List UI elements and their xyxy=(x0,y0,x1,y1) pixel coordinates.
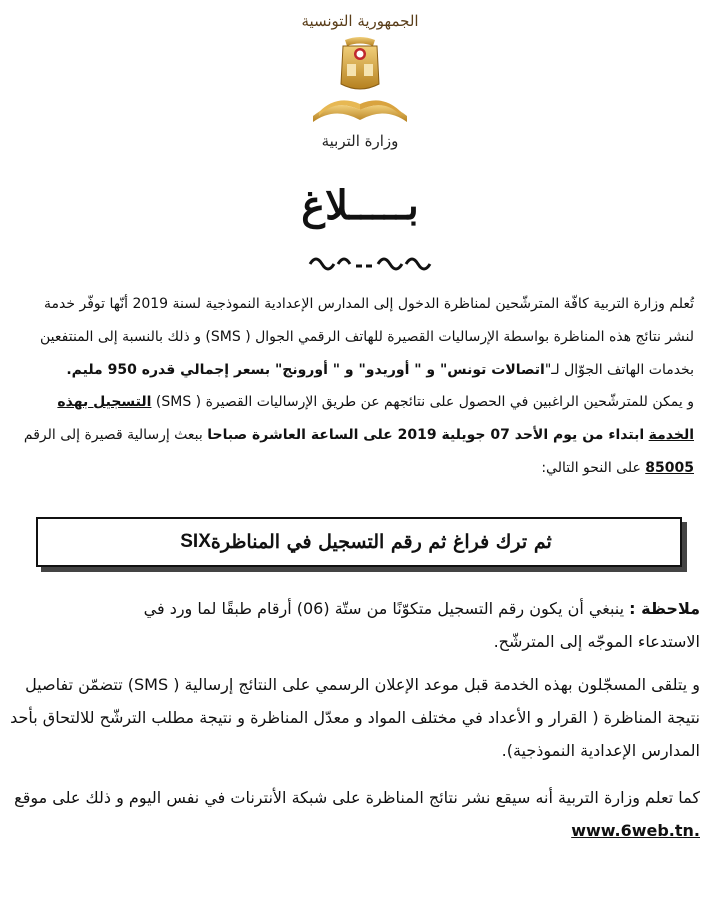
service-word: الخدمة xyxy=(648,427,694,443)
intro-line-1: تُعلم وزارة التربية كافّة المترشّحين لمناظرة الدخول إلى المدارس الإعدادية النموذجية لسنة 2019 أنّها توفّر خدمة xyxy=(44,296,694,312)
start-date-text: ابتداء من يوم الأحد 07 جويلية 2019 على الساعة العاشرة صباحا xyxy=(207,427,645,443)
operators-text: اتصالات تونس" و " أوريدو" و " أورونج" بسعر إجمالي قدره 950 مليم. xyxy=(66,362,545,378)
registration-line-1 xyxy=(26,386,694,419)
website-link[interactable]: www.6web.tn. xyxy=(571,821,700,840)
registration-line-3 xyxy=(26,452,694,485)
registration-emphasis: التسجيل بهذه xyxy=(57,394,152,410)
ministry-emblem-icon xyxy=(305,32,415,132)
results-line-2: نتيجة المناظرة ( القرار و الأعداد في مختلف المواد و معدّل المناظرة و نتيجة مطلب الترشّح للالتحاق بأحد xyxy=(10,708,700,727)
decorative-divider-icon xyxy=(300,252,440,272)
registration-intro: و يمكن للمترشّحين الراغبين في الحصول على نتائجهم عن طريق الإرساليات القصيرة ( SMS) xyxy=(155,394,694,410)
note-paragraph xyxy=(20,592,700,658)
sms-keyword: SIX xyxy=(180,531,211,552)
as-follows-text: على النحو التالي: xyxy=(541,460,641,476)
results-line-3: المدارس الإعدادية النموذجية). xyxy=(501,741,700,760)
send-sms-text: ببعث إرسالية قصيرة إلى الرقم xyxy=(23,427,203,443)
results-paragraph xyxy=(10,668,700,767)
note-label: ملاحظة : xyxy=(629,599,700,618)
sms-format-text: ثم ترك فراغ ثم رقم التسجيل في المناظرة xyxy=(210,531,552,553)
note-line-1 xyxy=(20,592,700,625)
note-line-2: الاستدعاء الموجّه إلى المترشّح. xyxy=(493,632,700,651)
ministry-label: وزارة التربية xyxy=(321,132,399,150)
sms-number: 85005 xyxy=(645,460,694,476)
website-paragraph xyxy=(14,781,700,847)
intro-paragraph xyxy=(29,288,694,387)
letterhead xyxy=(300,12,420,172)
results-line-1: و يتلقى المسجّلون بهذه الخدمة قبل موعد الإعلان الرسمي على النتائج إرسالية ( SMS) تتضمّن تفاصيل xyxy=(25,675,700,694)
republic-label: الجمهورية التونسية xyxy=(301,12,419,30)
registration-line-2 xyxy=(23,419,694,452)
website-line-1: كما تعلم وزارة التربية أنه سيقع نشر نتائج المناظرة على شبكة الأنترنات في نفس اليوم و ذلك على موقع xyxy=(14,788,700,807)
intro-line-3 xyxy=(29,354,694,387)
sms-format-box xyxy=(36,517,682,567)
note-text: ينبغي أن يكون رقم التسجيل متكوّنًا من ستّة (06) أرقام طبقًا لما ورد في xyxy=(143,599,625,618)
registration-paragraph xyxy=(23,386,694,485)
page-title: بـــــلاغ xyxy=(301,182,419,229)
website-line-2 xyxy=(20,814,700,847)
intro-line-2: لنشر نتائج هذه المناظرة بواسطة الإرساليات القصيرة للهاتف الرقمي الجوال ( SMS) و ذلك بالنسبة إلى المنتفعين xyxy=(40,329,694,345)
intro-line-3-start: بخدمات الهاتف الجوّال لـ" xyxy=(544,362,694,378)
